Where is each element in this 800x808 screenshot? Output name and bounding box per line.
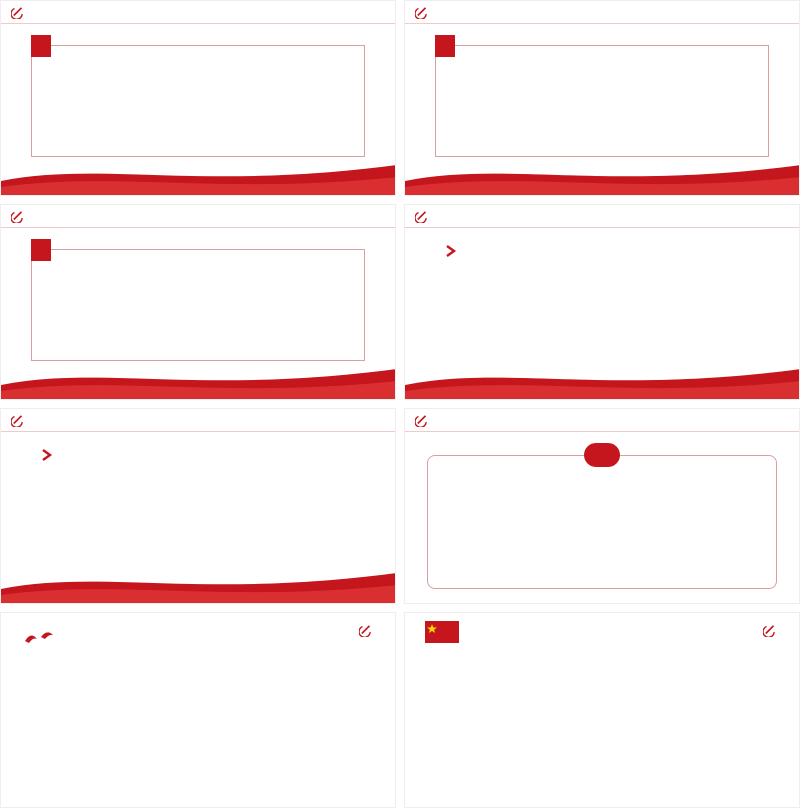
red-wave-decoration [1, 355, 396, 399]
chevron-right-icon [41, 449, 53, 461]
slide-header [405, 409, 799, 432]
slide-4[interactable] [404, 204, 800, 400]
hammer-sickle-icon [11, 413, 25, 427]
slide-6[interactable] [404, 408, 800, 604]
slide-heading [445, 245, 467, 257]
slide-title [31, 35, 51, 57]
slide-content-box [435, 45, 769, 157]
hammer-sickle-icon [415, 209, 429, 223]
slide-header [1, 409, 395, 432]
five-star-flag-icon [425, 621, 459, 643]
hammer-sickle-icon [359, 623, 373, 637]
slide-body [31, 709, 377, 799]
doves-icon [23, 627, 63, 651]
slide-body [41, 481, 365, 563]
slide-body [445, 277, 769, 359]
slide-title [435, 35, 455, 57]
hammer-sickle-icon [763, 623, 777, 637]
red-wave-decoration [1, 559, 396, 603]
slide-1[interactable] [0, 0, 396, 196]
hammer-sickle-icon [11, 5, 25, 19]
slide-content-box [427, 455, 777, 589]
slide-8[interactable] [404, 612, 800, 808]
slide-2[interactable] [404, 0, 800, 196]
red-wave-decoration [1, 151, 396, 195]
slide-heading [41, 449, 63, 461]
slide-header [405, 1, 799, 24]
slide-3[interactable] [0, 204, 396, 400]
slide-content-box [31, 45, 365, 157]
slide-5[interactable] [0, 408, 396, 604]
slide-7[interactable] [0, 612, 396, 808]
slide-title [584, 443, 620, 467]
slide-header [1, 205, 395, 228]
hammer-sickle-icon [415, 5, 429, 19]
party-logo [359, 623, 379, 637]
hammer-sickle-icon [11, 209, 25, 223]
red-wave-decoration [405, 151, 800, 195]
hammer-sickle-icon [415, 413, 429, 427]
slide-content-box [31, 249, 365, 361]
chevron-right-icon [445, 245, 457, 257]
slide-title [31, 239, 51, 261]
slide-header [405, 205, 799, 228]
party-logo [763, 623, 783, 637]
slide-header [1, 1, 395, 24]
red-wave-decoration [405, 355, 800, 399]
